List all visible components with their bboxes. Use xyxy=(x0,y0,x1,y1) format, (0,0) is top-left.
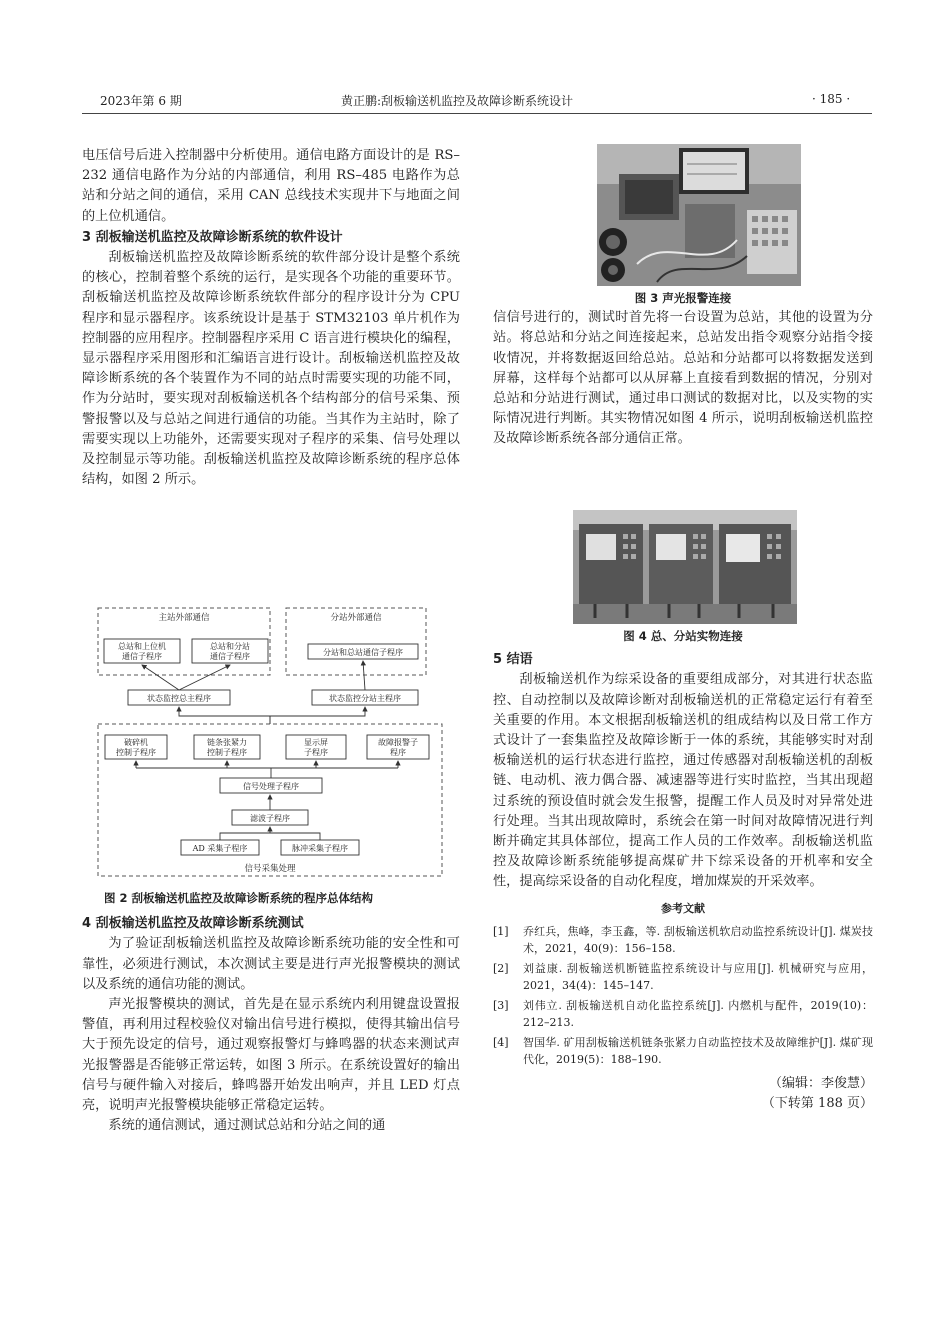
crusher-control-box: 控制子程序 xyxy=(116,748,156,757)
reference-list xyxy=(493,923,873,1068)
fault-alarm-box: 故障报警子 xyxy=(378,738,418,747)
chain-tension-box: 控制子程序 xyxy=(207,748,247,757)
paragraph: 系统的通信测试，通过测试总站和分站之间的通 xyxy=(108,1118,386,1134)
continued-note: （下转第 188 页） xyxy=(761,1095,873,1111)
host-comm-box: 总站和上位机 xyxy=(118,642,166,651)
right-column-top xyxy=(493,288,873,450)
right-column-bottom xyxy=(493,626,873,1114)
reference-item: [1] 乔红兵，焦峰，李玉鑫，等. 刮板输送机软启动监控系统设计[J]. 煤炭技术，2021，40(9)：156–158. xyxy=(493,924,873,955)
sub-monitor-box: 状态监控分站主程序 xyxy=(329,694,401,703)
running-title: 黄正鹏:刮板输送机监控及故障诊断系统设计 xyxy=(341,94,574,108)
left-column-bottom xyxy=(82,888,460,1136)
ad-acquisition-box: AD 采集子程序 xyxy=(192,844,248,853)
main-sub-comm-box: 通信子程序 xyxy=(210,652,250,661)
display-box: 子程序 xyxy=(304,748,328,757)
page-number: · 185 · xyxy=(812,92,851,106)
paragraph: 刮板输送机监控及故障诊断系统的软件部分设计是整个系统的核心，控制着整个系统的运行，是实现各个功能的重要环节。刮板输送机监控及故障诊断系统软件部分的程序设计分为 CPU 程序和显示器程序。该系统设计是基于 STM32103 单片机作为控制器的应用程序。控制器程序采用 C 语言进行模块化的编程，显示器程序采用图形和汇编语言进行设计。刮板输送机监控及故障诊断系统的各个装置作为不同的站点时需要实现的功能不同，作为分站时，要实现对刮板输送机各个结构部分的信号采集、预警报警以及与总站之间进行通信的功能。当其作为主站时，除了需要实现以上功能外，还需要实现对子程序的采集、信号处理以及控制显示等功能。刮板输送机监控及故障诊断系统的程序总体结构，如图 2 所示。 xyxy=(82,250,460,488)
chain-tension-box: 链条张紧力 xyxy=(207,738,247,747)
paragraph: 电压信号后进入控制器中分析使用。通信电路方面设计的是 RS–232 通信电路作为分站的内部通信，利用 RS–485 电路作为总站和分站之间的通信，采用 CAN 总线技术实现井下与地面之间的上位机通信。 xyxy=(82,148,460,224)
main-group-label: 主站外部通信 xyxy=(158,613,210,623)
main-monitor-box: 状态监控总主程序 xyxy=(147,694,211,703)
header-rule xyxy=(82,113,872,114)
figure-4-caption: 图 4 总、分站实物连接 xyxy=(623,629,743,643)
sub-main-comm-box: 分站和总站通信子程序 xyxy=(323,648,403,657)
pulse-acquisition-box: 脉冲采集子程序 xyxy=(292,844,348,853)
signal-processing-box: 信号处理子程序 xyxy=(243,782,299,791)
paragraph: 声光报警模块的测试，首先是在显示系统内利用键盘设置报警值，再利用过程校验仪对输出信号进行模拟，使得其输出信号大于预先设定的信号，通过观察报警灯与蜂鸣器的状态来测试声光报警器是否能够正常运转，如图 3 所示。在系统设置好的输出信号与硬件输入对接后，蜂鸣器开始发出响声，并且 LED 灯点亮，说明声光报警模块能够正常稳定运转。 xyxy=(82,997,460,1114)
left-column-top xyxy=(82,146,460,490)
issue-label: 2023年第 6 期 xyxy=(100,94,182,108)
reference-item: [4] 智国华. 矿用刮板输送机链条张紧力自动监控技术及故障维护[J]. 煤矿现代化，2019(5)：188–190. xyxy=(493,1035,873,1066)
program-structure-diagram xyxy=(82,604,460,884)
reference-item: [2] 刘益康. 刮板输送机断链监控系统设计与应用[J]. 机械研究与应用，2021，34(4)：145–147. xyxy=(493,961,873,992)
fault-alarm-box: 程序 xyxy=(390,748,406,757)
reference-item: [3] 刘伟立. 刮板输送机自动化监控系统[J]. 内燃机与配件，2019(10)：212–213. xyxy=(493,998,873,1029)
main-sub-comm-box: 总站和分站 xyxy=(210,642,250,651)
paragraph: 为了验证刮板输送机监控及故障诊断系统功能的安全性和可靠性，必须进行测试，本次测试主要是进行声光报警模块的测试以及系统的通信功能的测试。 xyxy=(82,936,460,992)
paragraph: 刮板输送机作为综采设备的重要组成部分，对其进行状态监控、自动控制以及故障诊断对刮板输送机的正常稳定运行有着至关重要的作用。本文根据刮板输送机的组成结构以及日常工作方式设计了一套集监控及故障诊断于一体的系统，其能够实时对刮板输送机的运行状态进行监控，通过传感器对刮板输送机的刮板链、电动机、液力偶合器、减速器等进行实时监控，当其出现超过系统的预设值时就会发生报警，提醒工作人员及时对异常处进行处理。当其出现故障时，系统会在第一时间对故障情况进行判断并确定其具体部位，提高工作人员的工作效率。刮板输送机监控及故障诊断系统能够提高煤矿井下综采设备的开机率和安全性，提高综采设备的自动化程度，增加煤炭的开采效率。 xyxy=(493,672,873,890)
references-title: 参考文献 xyxy=(661,901,705,915)
host-comm-box: 通信子程序 xyxy=(122,652,162,661)
editor-note: （编辑：李俊慧） xyxy=(768,1075,873,1091)
acq-group-label: 信号采集处理 xyxy=(244,864,296,874)
figure-3-photo xyxy=(597,144,801,286)
figure-2-caption: 图 2 刮板输送机监控及故障诊断系统的程序总体结构 xyxy=(104,891,374,905)
filter-box: 滤波子程序 xyxy=(250,814,290,823)
crusher-control-box: 破碎机 xyxy=(124,738,148,747)
figure-3-caption: 图 3 声光报警连接 xyxy=(634,291,732,305)
section-5-heading: 5 结语 xyxy=(493,652,533,668)
figure-4-photo xyxy=(573,510,797,624)
paragraph: 信信号进行的，测试时首先将一台设置为总站，其他的设置为分站。将总站和分站之间连接起来，总站发出指令观察分站指令接收情况，并将数据返回给总站。总站和分站都可以将数据发送到屏幕，这样每个站都可以从屏幕上直接看到数据的情况，分别对总站和分站进行测试，通过串口测试的数据对比，以及实物的实际情况进行判断。其实物情况如图 4 所示，说明刮板输送机监控及故障诊断系统各部分通信正常。 xyxy=(493,310,873,447)
display-box: 显示屏 xyxy=(304,738,328,747)
sub-group-label: 分站外部通信 xyxy=(330,613,382,623)
section-3-heading: 3 刮板输送机监控及故障诊断系统的软件设计 xyxy=(82,229,343,245)
section-4-heading: 4 刮板输送机监控及故障诊断系统测试 xyxy=(82,916,304,932)
